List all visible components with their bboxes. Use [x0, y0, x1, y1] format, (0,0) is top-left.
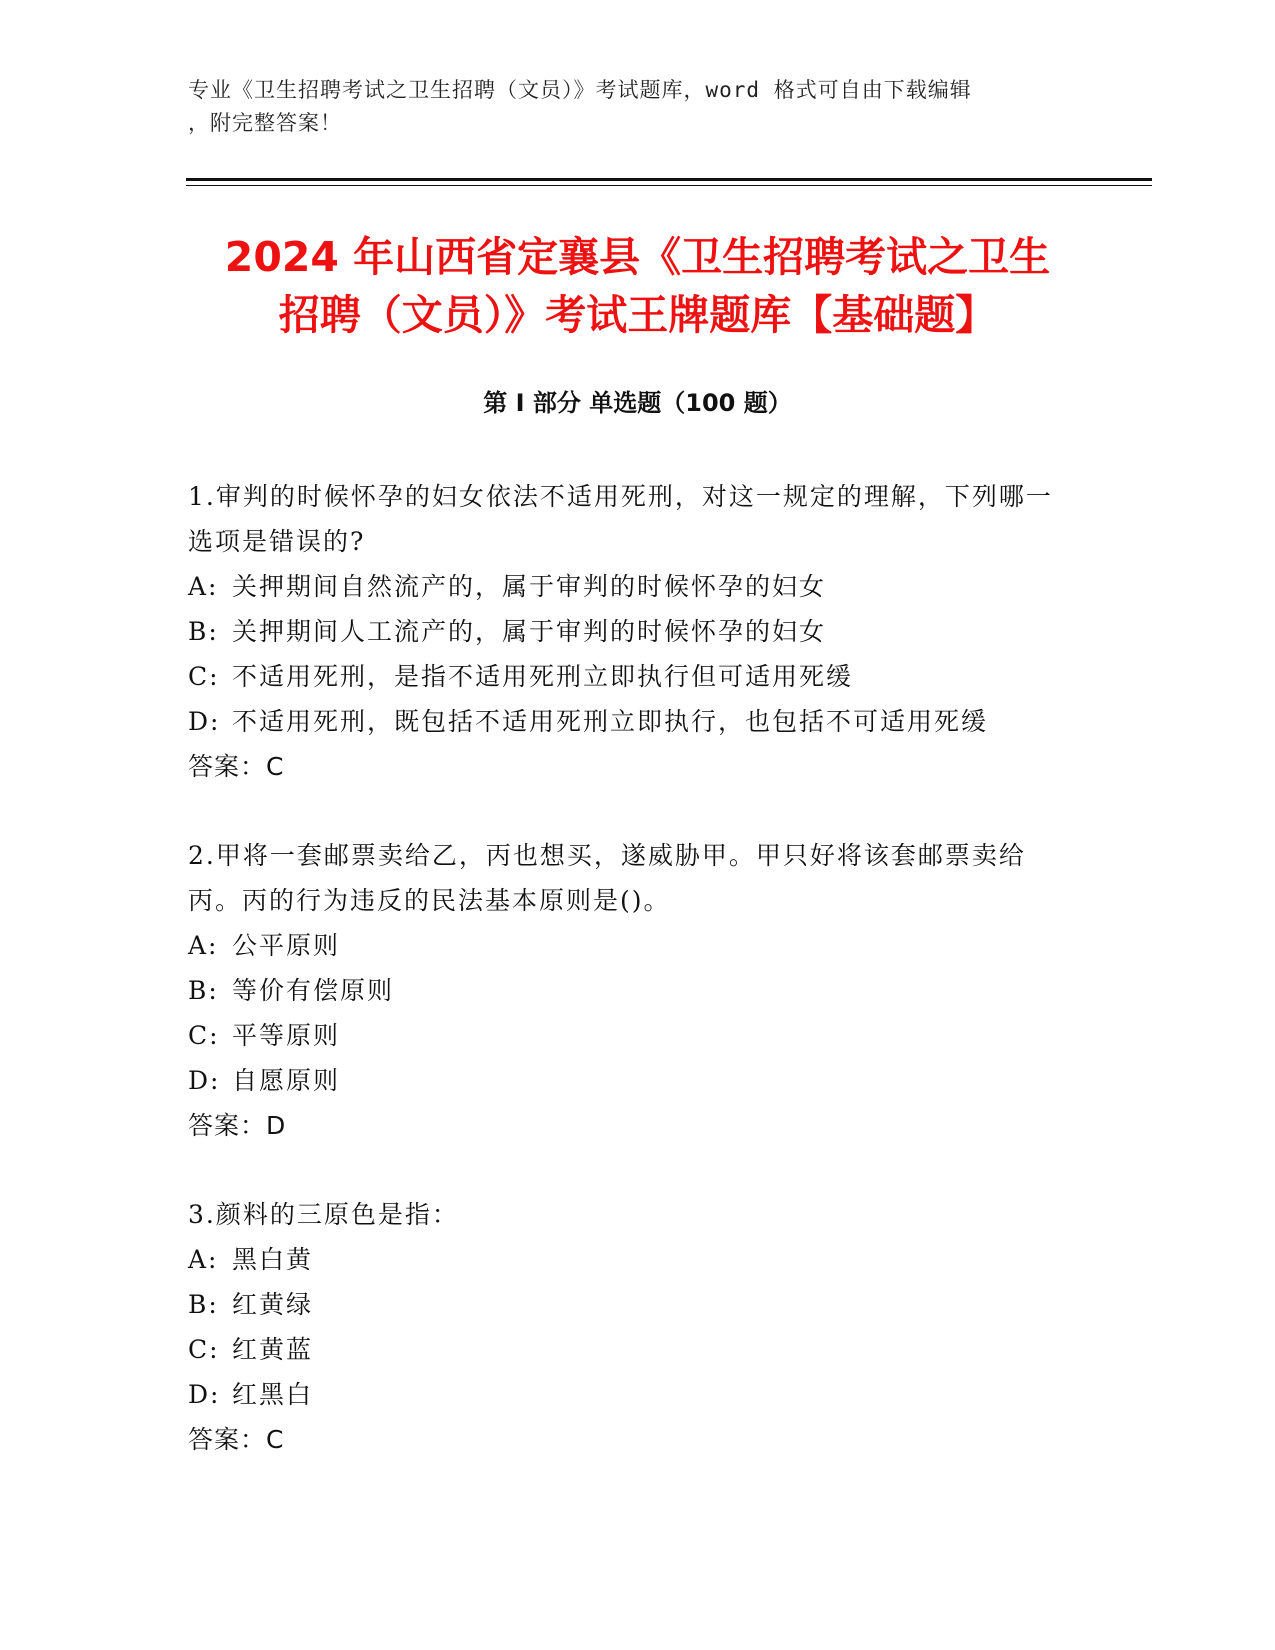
option-text: 平等原则	[232, 1021, 341, 1050]
header-divider-thick	[186, 178, 1152, 181]
question-number: 3.	[188, 1200, 216, 1229]
question-text: 审判的时候怀孕的妇女依法不适用死刑，对这一规定的理解，下列哪一选项是错误的?	[188, 482, 1053, 556]
question-list	[188, 474, 1068, 1506]
section-heading: 第 I 部分 单选题（100 题）	[483, 389, 792, 417]
option-d	[188, 1372, 1068, 1417]
option-letter: B:	[188, 976, 219, 1005]
option-letter: D:	[188, 1380, 221, 1409]
header-divider-thin	[186, 185, 1152, 186]
option-text: 自愿原则	[232, 1066, 341, 1095]
option-text: 不适用死刑，是指不适用死刑立即执行但可适用死缓	[232, 662, 854, 691]
option-c	[188, 1327, 1068, 1372]
option-letter: C:	[188, 662, 220, 691]
question-stem	[188, 474, 1068, 564]
document-title	[150, 228, 1125, 344]
answer-line: 答案：C	[188, 1425, 285, 1454]
option-c	[188, 1013, 1068, 1058]
question-text: 颜料的三原色是指：	[215, 1200, 459, 1229]
option-text: 等价有偿原则	[232, 976, 395, 1005]
option-letter: A:	[188, 572, 219, 601]
option-a	[188, 1237, 1068, 1282]
option-d	[188, 699, 1068, 744]
question-2	[188, 833, 1068, 1148]
option-letter: D:	[188, 707, 221, 736]
option-letter: B:	[188, 617, 219, 646]
option-d	[188, 1058, 1068, 1103]
option-text: 关押期间人工流产的，属于审判的时候怀孕的妇女	[232, 617, 827, 646]
option-b	[188, 1282, 1068, 1327]
document-title-line-1: 2024 年山西省定襄县《卫生招聘考试之卫生	[224, 233, 1051, 281]
option-text: 公平原则	[232, 931, 341, 960]
option-text: 红黄蓝	[232, 1335, 314, 1364]
option-text: 不适用死刑，既包括不适用死刑立即执行，也包括不可适用死缓	[232, 707, 989, 736]
option-c	[188, 654, 1068, 699]
option-letter: C:	[188, 1021, 220, 1050]
header-note	[188, 74, 1088, 140]
option-a	[188, 923, 1068, 968]
option-letter: B:	[188, 1290, 219, 1319]
question-3	[188, 1192, 1068, 1462]
option-text: 红黑白	[232, 1380, 314, 1409]
header-note-line-2: ，附完整答案！	[188, 111, 342, 135]
option-a	[188, 564, 1068, 609]
document-title-line-2: 招聘（文员）》考试王牌题库【基础题】	[278, 291, 997, 339]
question-stem	[188, 833, 1068, 923]
option-letter: C:	[188, 1335, 220, 1364]
option-letter: A:	[188, 931, 219, 960]
question-text: 甲将一套邮票卖给乙，丙也想买，遂威胁甲。甲只好将该套邮票卖给丙。丙的行为违反的民法基本原则是()。	[188, 841, 1026, 915]
question-1	[188, 474, 1068, 789]
question-number: 2.	[188, 841, 216, 870]
option-b	[188, 968, 1068, 1013]
question-number: 1.	[188, 482, 216, 511]
option-b	[188, 609, 1068, 654]
option-text: 黑白黄	[232, 1245, 314, 1274]
option-text: 红黄绿	[232, 1290, 314, 1319]
option-letter: A:	[188, 1245, 219, 1274]
answer-line: 答案：D	[188, 1111, 287, 1140]
question-stem	[188, 1192, 1068, 1237]
option-letter: D:	[188, 1066, 221, 1095]
answer-line: 答案：C	[188, 752, 285, 781]
header-note-line-1: 专业《卫生招聘考试之卫生招聘（文员）》考试题库，word 格式可自由下载编辑	[188, 78, 972, 102]
option-text: 关押期间自然流产的，属于审判的时候怀孕的妇女	[232, 572, 827, 601]
